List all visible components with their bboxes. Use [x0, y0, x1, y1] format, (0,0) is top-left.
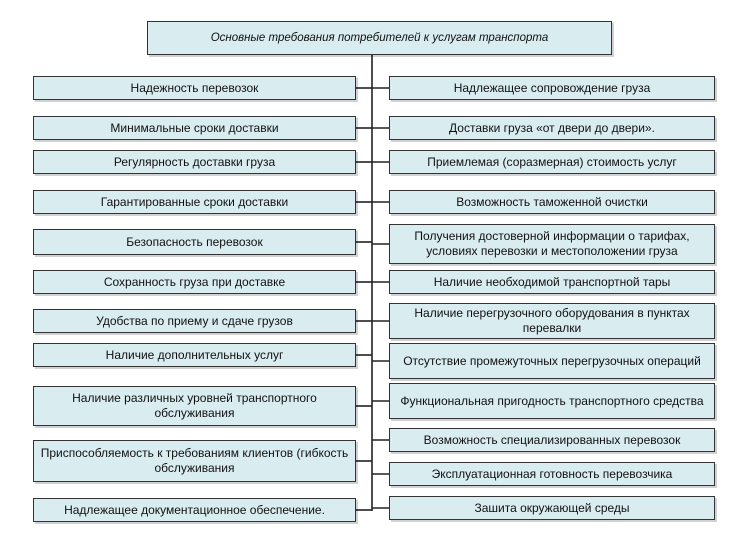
- left-requirement-8: Наличие дополнительных услуг: [33, 343, 356, 367]
- right-requirement-2: Доставки груза «от двери до двери».: [389, 116, 715, 140]
- left-requirement-10: Приспособляемость к требованиям клиентов (гибкость обслуживания: [33, 440, 356, 482]
- right-requirement-1: Надлежащее сопровождение груза: [389, 76, 715, 100]
- left-requirement-2: Минимальные сроки доставки: [33, 116, 356, 140]
- right-requirement-5: Получения достоверной информации о тарифах, условиях перевозки и местоположении груза: [389, 224, 715, 264]
- right-requirement-9: Функциональная пригодность транспортного средства: [389, 383, 715, 419]
- left-requirement-4: Гарантированные сроки доставки: [33, 190, 356, 214]
- left-requirement-1: Надежность перевозок: [33, 76, 356, 100]
- right-requirement-7: Наличие перегрузочного оборудования в пунктах перевалки: [389, 303, 715, 339]
- right-requirement-10: Возможность специализированных перевозок: [389, 428, 715, 452]
- left-requirement-5: Безопасность перевозок: [33, 229, 356, 255]
- left-requirement-7: Удобства по приему и сдаче грузов: [33, 309, 356, 333]
- left-requirement-6: Сохранность груза при доставке: [33, 270, 356, 294]
- left-requirement-9: Наличие различных уровней транспортного обслуживания: [33, 386, 356, 426]
- left-requirement-3: Регулярность доставки груза: [33, 150, 356, 174]
- right-requirement-11: Эксплуатационная готовность перевозчика: [389, 462, 715, 486]
- right-requirement-4: Возможность таможенной очистки: [389, 190, 715, 214]
- right-requirement-8: Отсутствие промежуточных перегрузочных операций: [389, 343, 715, 379]
- left-requirement-11: Надлежащее документационное обеспечение.: [33, 498, 356, 522]
- right-requirement-6: Наличие необходимой транспортной тары: [389, 270, 715, 294]
- diagram-title: Основные требования потребителей к услугам транспорта: [147, 21, 612, 55]
- right-requirement-3: Приемлемая (соразмерная) стоимость услуг: [389, 150, 715, 174]
- right-requirement-12: Зашита окружающей среды: [389, 496, 715, 520]
